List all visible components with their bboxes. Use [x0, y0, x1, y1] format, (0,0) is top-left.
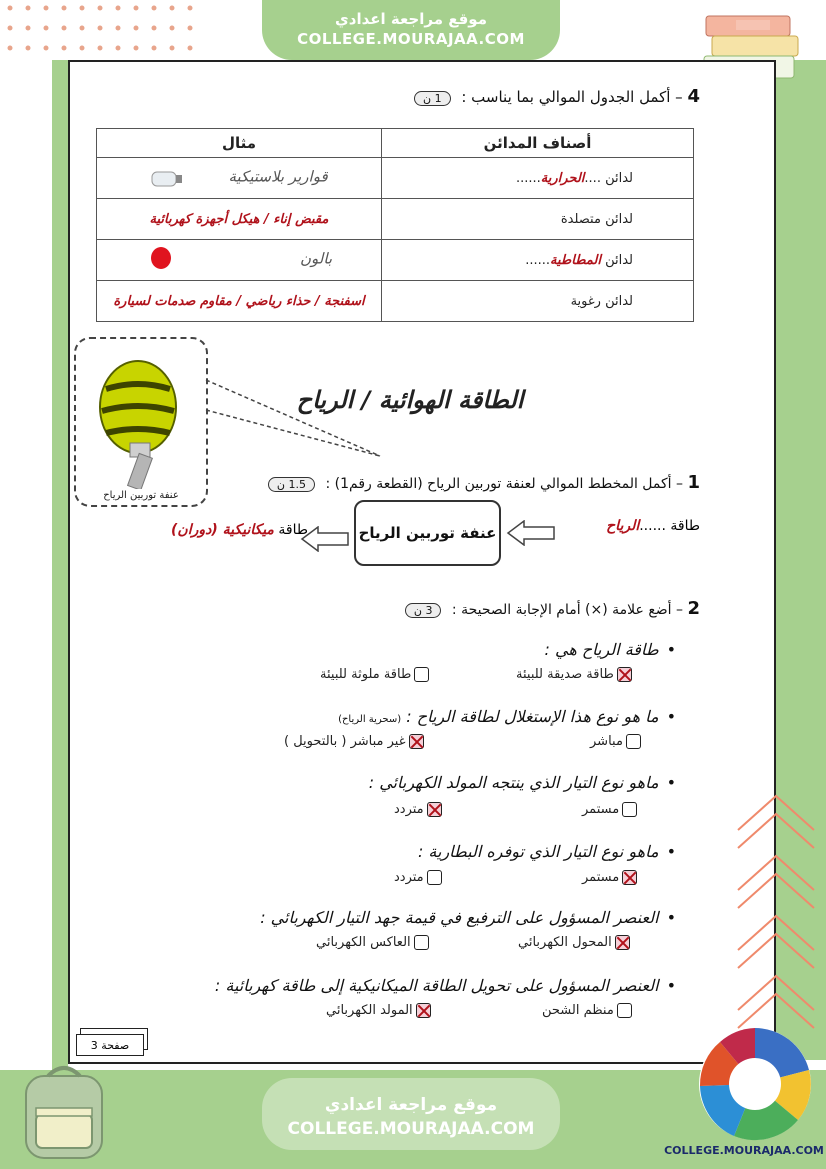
mcq-option[interactable]: [316, 935, 429, 950]
exercise4-number: 4: [687, 86, 700, 107]
backpack-icon: [14, 1058, 114, 1162]
checkbox-checked[interactable]: [427, 802, 442, 817]
option-label: المحول الكهربائي: [518, 935, 612, 950]
mcq-option[interactable]: [518, 935, 630, 950]
chevron-decoration: [734, 790, 818, 1030]
plastic-bottle-icon: [150, 164, 184, 192]
exercise1-instruction: – أكمل المخطط الموالي لعنفة توربين الرياح (القطعة رقم1) :: [325, 476, 684, 492]
plastics-table: [96, 128, 694, 322]
header-banner: [262, 0, 560, 60]
option-label: العاكس الكهربائي: [316, 935, 411, 950]
question-text: ماهو نوع التيار الذي توفره البطارية :: [417, 842, 659, 861]
category-answer: المطاطية: [550, 252, 601, 268]
table-row: [97, 199, 694, 240]
option-label: مستمر: [582, 870, 620, 885]
mcq-option[interactable]: [284, 734, 424, 749]
table-row: [97, 240, 694, 281]
checkbox-checked[interactable]: [617, 667, 632, 682]
category-cell: [382, 199, 694, 240]
category-prefix: لدائن: [600, 252, 633, 268]
exercise1-number: 1: [687, 472, 700, 493]
section-title: [260, 386, 560, 414]
header-site-url[interactable]: COLLEGE.MOURAJAA.COM: [297, 30, 525, 48]
option-label: متردد: [394, 870, 424, 885]
checkbox[interactable]: [427, 870, 442, 885]
option-label: طاقة صديقة للبيئة: [516, 667, 614, 682]
diagram-input-label: [560, 518, 700, 534]
category-cell: [382, 281, 694, 322]
exercise4-instruction: – أكمل الجدول الموالي بما يناسب :: [461, 88, 683, 106]
question-text: ماهو نوع التيار الذي ينتجه المولد الكهربائي :: [368, 773, 659, 792]
mcq-option[interactable]: [394, 870, 442, 885]
arrow-left-icon: [506, 520, 556, 546]
mcq-question: •العنصر المسؤول على الترفيع في قيمة جهد التيار الكهربائي :: [260, 908, 676, 927]
college-logo-icon: [694, 1026, 816, 1142]
table-header-row: [97, 129, 694, 158]
footer-site-name: موقع مراجعة اعدادي: [324, 1095, 498, 1115]
example-text: اسفنجة / حذاء رياضي / مقاوم صدمات لسيارة: [113, 293, 365, 309]
mcq-question: •ماهو نوع التيار الذي توفره البطارية :: [417, 842, 676, 861]
col-example-header: مثال: [97, 129, 382, 158]
category-answer: الحرارية: [540, 170, 585, 186]
mcq-option[interactable]: [582, 802, 637, 817]
wind-turbine-nacelle-icon: [76, 339, 206, 489]
diagram-turbine-box: [354, 500, 501, 566]
mcq-question: •ما هو نوع هذا الإستغلال لطاقة الرياح : (سحرية الرياح): [338, 707, 676, 726]
option-label: مستمر: [582, 802, 620, 817]
exercise4-points: 1 ن: [414, 91, 451, 106]
category-cell: [382, 240, 694, 281]
input-prefix: طاقة ......: [639, 518, 700, 534]
col-categories-header: أصناف المدائن: [382, 129, 694, 158]
output-prefix: طاقة: [273, 522, 308, 538]
table-row: [97, 281, 694, 322]
option-label: متردد: [394, 802, 424, 817]
section-title-text: الطاقة الهوائية / الرياح: [296, 386, 524, 414]
option-label: مباشر: [590, 734, 623, 749]
exercise4-heading: [300, 86, 700, 107]
example-text: بالون: [300, 249, 333, 268]
checkbox[interactable]: [414, 667, 429, 682]
mcq-question: •طاقة الرياح هي :: [544, 640, 676, 659]
mcq-question: •العنصر المسؤول على تحويل الطاقة الميكانيكية إلى طاقة كهربائية :: [214, 976, 676, 995]
category-suffix: ......: [516, 170, 541, 186]
exercise1-heading: [250, 472, 700, 493]
mcq-option[interactable]: [326, 1003, 431, 1018]
category-suffix: ......: [525, 252, 550, 268]
example-cell: [97, 240, 382, 281]
example-text: مقبض إناء / هيكل أجهزة كهربائية: [149, 211, 329, 227]
exercise2-instruction: – أضع علامة (×) أمام الإجابة الصحيحة :: [451, 602, 684, 618]
checkbox[interactable]: [414, 935, 429, 950]
turbine-caption: عنفة توربين الرياح: [103, 490, 179, 501]
checkbox-checked[interactable]: [416, 1003, 431, 1018]
category-prefix: لدائن متصلدة: [560, 211, 633, 227]
example-text: قوارير بلاستيكية: [228, 167, 328, 186]
balloon-icon: [146, 245, 176, 275]
exercise1-points: 1.5 ن: [268, 477, 315, 492]
question-text: العنصر المسؤول على الترفيع في قيمة جهد التيار الكهربائي :: [260, 908, 659, 927]
option-label: غير مباشر ( بالتحويل ): [284, 734, 406, 749]
category-cell: [382, 158, 694, 199]
example-cell: [97, 158, 382, 199]
turbine-callout: [74, 337, 208, 507]
exercise2-points: 3 ن: [405, 603, 442, 618]
checkbox-checked[interactable]: [615, 935, 630, 950]
callout-pointer: [204, 370, 384, 460]
example-cell: [97, 281, 382, 322]
page-number: صفحة 3: [76, 1034, 144, 1056]
mcq-question: •ماهو نوع التيار الذي ينتجه المولد الكهربائي :: [368, 773, 676, 792]
input-answer: الرياح: [606, 518, 640, 534]
category-prefix: لدائن ....: [584, 170, 633, 186]
mcq-option[interactable]: [542, 1003, 632, 1018]
logo-url[interactable]: COLLEGE.MOURAJAA.COM: [664, 1144, 824, 1157]
checkbox[interactable]: [622, 802, 637, 817]
diagram-output-label: [108, 522, 308, 538]
exercise2-number: 2: [687, 598, 700, 619]
question-text: طاقة الرياح هي :: [544, 640, 659, 659]
option-label: طاقة ملوثة للبيئة: [320, 667, 412, 682]
checkbox[interactable]: [617, 1003, 632, 1018]
mcq-option[interactable]: [582, 870, 637, 885]
footer-banner: [262, 1095, 560, 1139]
mcq-option[interactable]: [590, 734, 641, 749]
output-answer: ميكانيكية (دوران): [171, 522, 274, 538]
footer-site-url[interactable]: COLLEGE.MOURAJAA.COM: [287, 1119, 535, 1139]
table-row: [97, 158, 694, 199]
mcq-option[interactable]: [394, 802, 442, 817]
frame-left-bar: [52, 60, 68, 1070]
option-label: منظم الشحن: [542, 1003, 614, 1018]
checkbox-checked[interactable]: [622, 870, 637, 885]
checkbox-checked[interactable]: [409, 734, 424, 749]
option-label: المولد الكهربائي: [326, 1003, 413, 1018]
category-prefix: لدائن رغوية: [570, 293, 633, 309]
question-text: ما هو نوع هذا الإستغلال لطاقة الرياح :: [406, 707, 659, 726]
checkbox[interactable]: [626, 734, 641, 749]
question-text: العنصر المسؤول على تحويل الطاقة الميكانيكية إلى طاقة كهربائية :: [214, 976, 659, 995]
mcq-option[interactable]: [516, 667, 632, 682]
exercise2-heading: [300, 598, 700, 619]
question-note: (سحرية الرياح): [338, 714, 402, 725]
diagram-box-label: عنفة توربين الرياح: [358, 524, 497, 542]
example-cell: [97, 199, 382, 240]
decorative-dots: [0, 0, 260, 60]
mcq-option[interactable]: [320, 667, 429, 682]
header-site-name: موقع مراجعة اعدادي: [335, 10, 487, 28]
